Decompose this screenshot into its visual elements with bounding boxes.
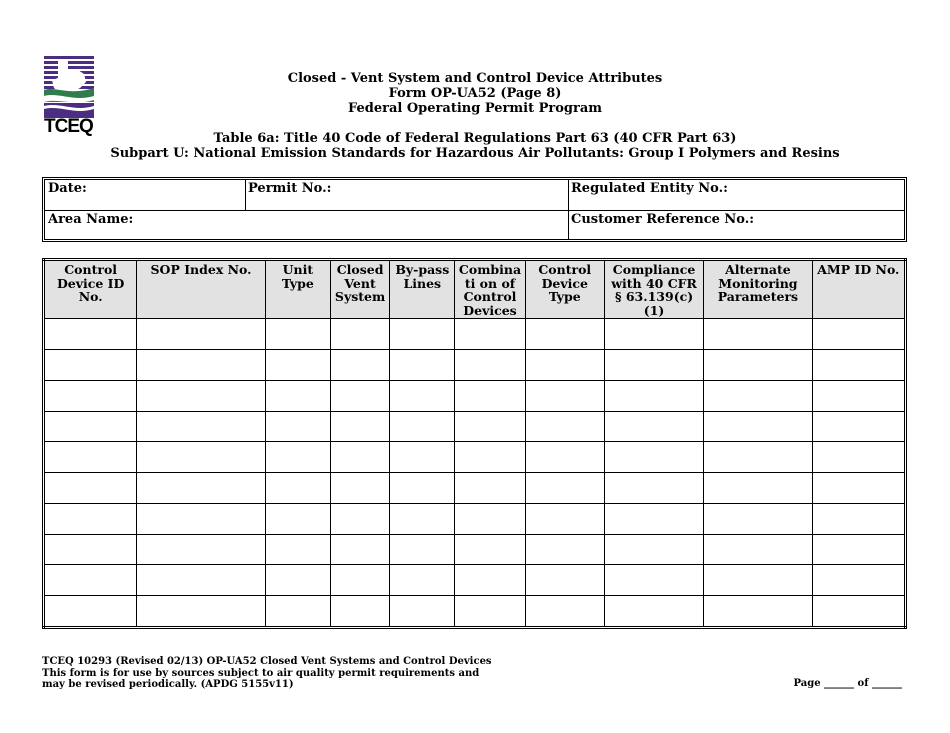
table-cell-input[interactable] xyxy=(525,442,604,473)
table-cell-input[interactable] xyxy=(525,380,604,411)
table-cell-input[interactable] xyxy=(525,473,604,504)
footer-line-2: This form is for use by sources subject to air quality permit requirements and xyxy=(42,667,480,679)
table-cell-input[interactable] xyxy=(390,319,455,350)
page-number[interactable]: Page ______ of ______ xyxy=(793,678,902,689)
table-cell-input[interactable] xyxy=(455,503,525,534)
table-cell-input[interactable] xyxy=(44,411,137,442)
table-cell-input[interactable] xyxy=(330,442,389,473)
table-cell-input[interactable] xyxy=(525,596,604,628)
col-amp-id: AMP ID No. xyxy=(812,260,905,319)
table-cell-input[interactable] xyxy=(812,534,905,565)
table-cell-input[interactable] xyxy=(137,411,265,442)
permit-info-box xyxy=(42,177,907,242)
subpart-line: Subpart U: National Emission Standards for Hazardous Air Pollutants: Group I Polymers and Resins xyxy=(110,146,840,161)
table-cell-input[interactable] xyxy=(137,319,265,350)
table-cell-input[interactable] xyxy=(330,380,389,411)
table-row xyxy=(44,473,906,504)
table-cell-input[interactable] xyxy=(704,596,812,628)
table-cell-input[interactable] xyxy=(604,350,703,381)
table-cell-input[interactable] xyxy=(137,442,265,473)
col-closed-vent-system: Closed Vent System xyxy=(330,260,389,319)
table-cell-input[interactable] xyxy=(44,565,137,596)
table-cell-input[interactable] xyxy=(812,596,905,628)
table-cell-input[interactable] xyxy=(137,565,265,596)
logo-text: TCEQ xyxy=(44,116,93,137)
table-cell-input[interactable] xyxy=(265,380,330,411)
form-title xyxy=(0,71,950,116)
table-cell-input[interactable] xyxy=(265,442,330,473)
table-cell-input[interactable] xyxy=(137,503,265,534)
table-row xyxy=(44,565,906,596)
table-cell-input[interactable] xyxy=(812,565,905,596)
table-cell-input[interactable] xyxy=(137,534,265,565)
table-cell-input[interactable] xyxy=(704,380,812,411)
col-control-device-id: Control Device ID No. xyxy=(44,260,137,319)
table-cell-input[interactable] xyxy=(330,319,389,350)
table-cell-input[interactable] xyxy=(525,534,604,565)
table-cell-input[interactable] xyxy=(525,503,604,534)
table-cell-input[interactable] xyxy=(525,319,604,350)
table-cell-input[interactable] xyxy=(137,596,265,628)
table-cell-input[interactable] xyxy=(44,596,137,628)
table-header-row xyxy=(44,260,906,319)
table-cell-input[interactable] xyxy=(265,350,330,381)
table-cell-input[interactable] xyxy=(455,411,525,442)
table-cell-input[interactable] xyxy=(390,380,455,411)
table-cell-input[interactable] xyxy=(265,473,330,504)
table-cell-input[interactable] xyxy=(455,319,525,350)
table-cell-input[interactable] xyxy=(44,503,137,534)
table-cell-input[interactable] xyxy=(455,473,525,504)
table-cell-input[interactable] xyxy=(44,534,137,565)
table-cell-input[interactable] xyxy=(330,596,389,628)
col-control-device-type: Control Device Type xyxy=(525,260,604,319)
table-row xyxy=(44,503,906,534)
title-line-2: Form OP-UA52 (Page 8) xyxy=(388,86,562,101)
table-cell-input[interactable] xyxy=(390,442,455,473)
table-row xyxy=(44,442,906,473)
table-cell-input[interactable] xyxy=(604,565,703,596)
customer-reference-field-label[interactable]: Customer Reference No.: xyxy=(571,212,755,227)
footer-line-3: may be revised periodically. (APDG 5155v11) xyxy=(42,679,294,690)
table-cell-input[interactable] xyxy=(812,503,905,534)
table-cell-input[interactable] xyxy=(812,380,905,411)
table-cell-input[interactable] xyxy=(330,473,389,504)
table-cell-input[interactable] xyxy=(455,350,525,381)
table-row xyxy=(44,350,906,381)
table-cell-input[interactable] xyxy=(704,534,812,565)
col-bypass-lines: By-pass Lines xyxy=(390,260,455,319)
table-row xyxy=(44,319,906,350)
table-cell-input[interactable] xyxy=(525,411,604,442)
table-cell-input[interactable] xyxy=(390,503,455,534)
table-cell-input[interactable] xyxy=(604,411,703,442)
table-cell-input[interactable] xyxy=(604,473,703,504)
table-cell-input[interactable] xyxy=(704,442,812,473)
table-cell-input[interactable] xyxy=(704,319,812,350)
table-cell-input[interactable] xyxy=(604,534,703,565)
table-cell-input[interactable] xyxy=(137,380,265,411)
col-combination-control-devices: Combinati on of Control Devices xyxy=(455,260,525,319)
date-field-label[interactable]: Date: xyxy=(48,181,87,196)
table-cell-input[interactable] xyxy=(704,565,812,596)
table-cell-input[interactable] xyxy=(812,350,905,381)
table-title xyxy=(0,131,950,161)
table-cell-input[interactable] xyxy=(455,380,525,411)
table-cell-input[interactable] xyxy=(44,380,137,411)
table-cell-input[interactable] xyxy=(812,411,905,442)
title-line-1: Closed - Vent System and Control Device Attributes xyxy=(287,71,663,86)
table-body xyxy=(44,319,906,628)
attributes-table xyxy=(42,258,907,629)
table-cell-input[interactable] xyxy=(390,411,455,442)
table-cell-input[interactable] xyxy=(604,319,703,350)
table-cell-input[interactable] xyxy=(330,503,389,534)
table-cell-input[interactable] xyxy=(525,350,604,381)
table-cell-input[interactable] xyxy=(704,411,812,442)
permit-no-field-label[interactable]: Permit No.: xyxy=(248,181,332,196)
table-cell-input[interactable] xyxy=(44,473,137,504)
table-cell-input[interactable] xyxy=(390,473,455,504)
table-cell-input[interactable] xyxy=(330,534,389,565)
area-name-field-label[interactable]: Area Name: xyxy=(48,212,134,227)
form-footer xyxy=(42,656,492,691)
table-cell-input[interactable] xyxy=(44,350,137,381)
footer-line-1: TCEQ 10293 (Revised 02/13) OP-UA52 Closed Vent Systems and Control Devices xyxy=(42,656,492,667)
table-cell-input[interactable] xyxy=(604,442,703,473)
table-cell-input[interactable] xyxy=(812,442,905,473)
table-cell-input[interactable] xyxy=(265,596,330,628)
table-cell-input[interactable] xyxy=(330,565,389,596)
table-row xyxy=(44,534,906,565)
table-cell-input[interactable] xyxy=(44,319,137,350)
col-compliance-40cfr: Compliance with 40 CFR § 63.139(c)(1) xyxy=(604,260,703,319)
table-cell-input[interactable] xyxy=(455,442,525,473)
table-cell-input[interactable] xyxy=(604,380,703,411)
table-cell-input[interactable] xyxy=(265,503,330,534)
table-cell-input[interactable] xyxy=(265,534,330,565)
col-sop-index: SOP Index No. xyxy=(137,260,265,319)
table-cell-input[interactable] xyxy=(44,442,137,473)
table-cell-input[interactable] xyxy=(455,596,525,628)
table-cell-input[interactable] xyxy=(390,565,455,596)
table-cell-input[interactable] xyxy=(455,534,525,565)
table-cell-input[interactable] xyxy=(390,596,455,628)
table-cell-input[interactable] xyxy=(812,319,905,350)
table-cell-input[interactable] xyxy=(604,503,703,534)
regulated-entity-field-label[interactable]: Regulated Entity No.: xyxy=(571,181,728,196)
table-cell-input[interactable] xyxy=(390,350,455,381)
table-cell-input[interactable] xyxy=(455,565,525,596)
col-alternate-monitoring: Alternate Monitoring Parameters xyxy=(704,260,812,319)
table-cell-input[interactable] xyxy=(265,411,330,442)
title-line-3: Federal Operating Permit Program xyxy=(347,101,603,116)
table-cell-input[interactable] xyxy=(137,473,265,504)
table-cell-input[interactable] xyxy=(704,473,812,504)
table-cell-input[interactable] xyxy=(704,350,812,381)
table-row xyxy=(44,411,906,442)
table-cell-input[interactable] xyxy=(137,350,265,381)
table-row xyxy=(44,596,906,628)
table-cell-input[interactable] xyxy=(390,534,455,565)
table-cell-input[interactable] xyxy=(265,319,330,350)
table-cell-input[interactable] xyxy=(812,473,905,504)
table-cell-input[interactable] xyxy=(525,565,604,596)
table-cell-input[interactable] xyxy=(604,596,703,628)
table-cell-input[interactable] xyxy=(330,411,389,442)
table-row xyxy=(44,380,906,411)
table-title-line: Table 6a: Title 40 Code of Federal Regulations Part 63 (40 CFR Part 63) xyxy=(213,131,737,146)
col-unit-type: Unit Type xyxy=(265,260,330,319)
table-cell-input[interactable] xyxy=(704,503,812,534)
table-cell-input[interactable] xyxy=(330,350,389,381)
table-cell-input[interactable] xyxy=(265,565,330,596)
